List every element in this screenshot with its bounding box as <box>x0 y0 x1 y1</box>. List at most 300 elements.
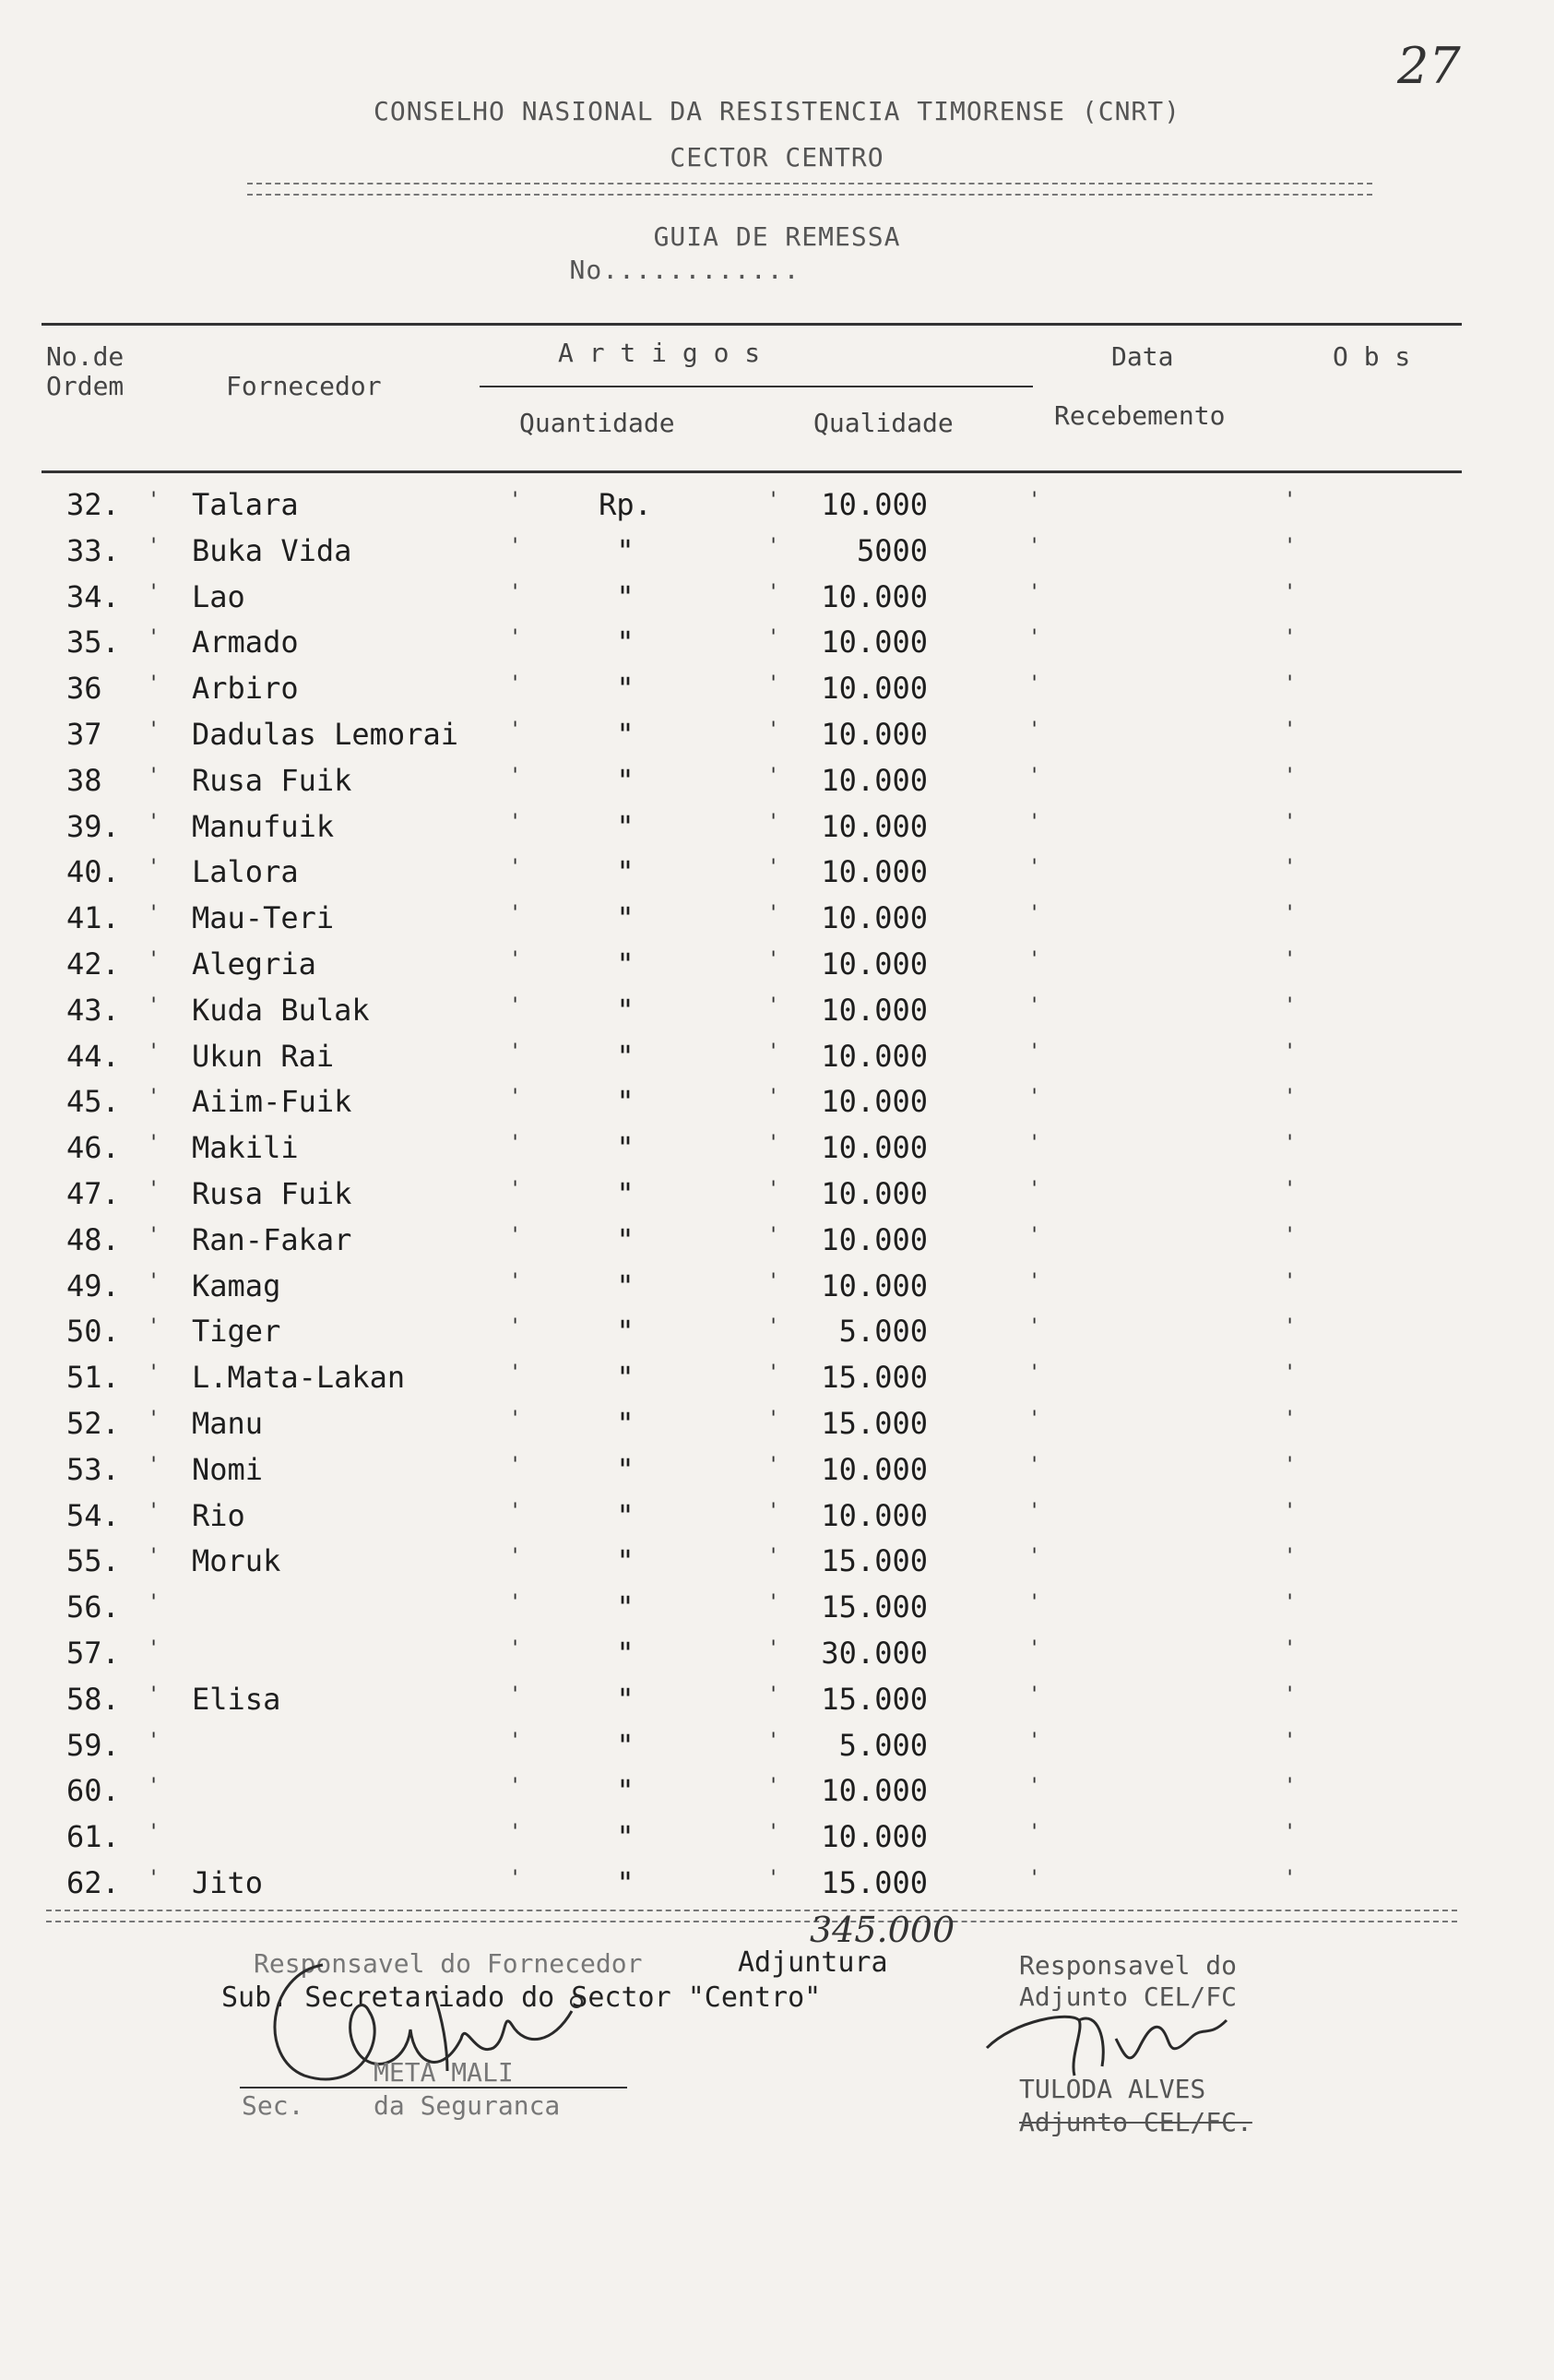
order-number: 54. <box>66 1498 120 1533</box>
column-separator-mark: ' <box>1028 1775 1041 1798</box>
header-obs: O b s <box>1333 341 1411 372</box>
column-separator-mark: ' <box>509 626 522 649</box>
quality-value: 10.000 <box>821 671 928 706</box>
quantity-cell: " <box>616 1682 635 1717</box>
column-separator-mark: ' <box>1284 581 1297 604</box>
order-number: 50. <box>66 1314 120 1349</box>
column-separator-mark: ' <box>148 1270 160 1293</box>
quantity-cell: " <box>616 533 635 568</box>
quantity-cell: " <box>616 1039 635 1074</box>
column-separator-mark: ' <box>1028 1637 1041 1660</box>
supplier-name: Makili <box>192 1130 299 1165</box>
order-number: 34. <box>66 579 120 614</box>
column-separator-mark: ' <box>1028 1178 1041 1201</box>
column-separator-mark: ' <box>767 856 780 879</box>
header-supplier: Fornecedor <box>226 371 382 401</box>
quantity-cell: " <box>616 1498 635 1533</box>
column-separator-mark: ' <box>1028 719 1041 742</box>
order-number: 36 <box>66 671 102 706</box>
order-number: 52. <box>66 1406 120 1441</box>
column-separator-mark: ' <box>767 1867 780 1890</box>
column-separator-mark: ' <box>148 811 160 834</box>
column-separator-mark: ' <box>1028 672 1041 696</box>
column-separator-mark: ' <box>1028 1224 1041 1247</box>
column-separator-mark: ' <box>148 902 160 925</box>
supplier-name: Dadulas Lemorai <box>192 717 458 752</box>
column-separator-mark: ' <box>1284 1041 1297 1064</box>
quality-value: 15.000 <box>821 1543 928 1578</box>
column-separator-mark: ' <box>1284 1362 1297 1385</box>
sub-secretariat-label: Sub. Secretariado do Sector "Centro" <box>221 1981 822 2014</box>
column-separator-mark: ' <box>148 1132 160 1155</box>
supplier-name: Manu <box>192 1406 264 1441</box>
header-order-no: No.de <box>46 341 125 372</box>
quality-value: 10.000 <box>821 1130 928 1165</box>
column-separator-mark: ' <box>1284 1224 1297 1247</box>
column-separator-mark: ' <box>767 1315 780 1339</box>
order-number: 41. <box>66 900 120 935</box>
header-divider <box>247 183 1372 196</box>
column-separator-mark: ' <box>1028 1362 1041 1385</box>
column-separator-mark: ' <box>1028 1315 1041 1339</box>
quantity-cell: " <box>616 1268 635 1303</box>
quality-value: 10.000 <box>821 625 928 660</box>
order-number: 56. <box>66 1589 120 1624</box>
column-separator-mark: ' <box>767 994 780 1017</box>
column-separator-mark: ' <box>767 1454 780 1477</box>
column-separator-mark: ' <box>1284 1545 1297 1568</box>
quality-value: 10.000 <box>821 946 928 982</box>
column-separator-mark: ' <box>1284 1684 1297 1707</box>
column-separator-mark: ' <box>148 1730 160 1753</box>
quantity-cell: " <box>616 625 635 660</box>
column-separator-mark: ' <box>1028 1545 1041 1568</box>
column-separator-mark: ' <box>1284 994 1297 1017</box>
column-separator-mark: ' <box>1284 1500 1297 1523</box>
column-separator-mark: ' <box>767 1637 780 1660</box>
column-separator-mark: ' <box>509 535 522 558</box>
quantity-cell: " <box>616 579 635 614</box>
column-separator-mark: ' <box>767 535 780 558</box>
quality-value: 10.000 <box>821 763 928 798</box>
quality-value: 10.000 <box>821 854 928 889</box>
column-separator-mark: ' <box>1028 581 1041 604</box>
order-number: 47. <box>66 1176 120 1211</box>
header-order-label: Ordem <box>46 371 125 401</box>
column-separator-mark: ' <box>1028 535 1041 558</box>
column-separator-mark: ' <box>767 1500 780 1523</box>
column-separator-mark: ' <box>509 1500 522 1523</box>
column-separator-mark: ' <box>148 1315 160 1339</box>
table-bottom-divider <box>46 1910 1457 1922</box>
header-artigos: A r t i g o s <box>558 338 761 368</box>
column-separator-mark: ' <box>1284 1086 1297 1109</box>
quality-value: 15.000 <box>821 1360 928 1395</box>
order-number: 39. <box>66 809 120 844</box>
table-top-rule <box>42 323 1462 326</box>
supplier-name: Ukun Rai <box>192 1039 335 1074</box>
column-separator-mark: ' <box>1028 1408 1041 1431</box>
quality-value: 10.000 <box>821 1084 928 1119</box>
column-separator-mark: ' <box>1284 1867 1297 1890</box>
supplier-name: Lalora <box>192 854 299 889</box>
quality-value: 15.000 <box>821 1682 928 1717</box>
column-separator-mark: ' <box>1028 902 1041 925</box>
column-separator-mark: ' <box>148 1637 160 1660</box>
column-separator-mark: ' <box>148 1362 160 1385</box>
order-number: 35. <box>66 625 120 660</box>
column-separator-mark: ' <box>767 1041 780 1064</box>
column-separator-mark: ' <box>767 581 780 604</box>
column-separator-mark: ' <box>767 1821 780 1844</box>
table-header-bottom-rule <box>42 470 1462 473</box>
supplier-name: Tiger <box>192 1314 281 1349</box>
order-number: 42. <box>66 946 120 982</box>
header-quality: Qualidade <box>813 408 954 438</box>
column-separator-mark: ' <box>509 811 522 834</box>
page-number: 27 <box>1397 37 1461 95</box>
quantity-cell: " <box>616 946 635 982</box>
quality-value: 10.000 <box>821 717 928 752</box>
right-role-line2: Adjunto CEL/FC <box>1019 1981 1238 2012</box>
quantity-cell: Rp. <box>599 487 652 522</box>
column-separator-mark: ' <box>1028 1454 1041 1477</box>
order-number: 44. <box>66 1039 120 1074</box>
order-number: 62. <box>66 1865 120 1900</box>
column-separator-mark: ' <box>1284 1821 1297 1844</box>
column-separator-mark: ' <box>509 1041 522 1064</box>
column-separator-mark: ' <box>767 1591 780 1614</box>
supplier-name: Buka Vida <box>192 533 352 568</box>
column-separator-mark: ' <box>1028 626 1041 649</box>
column-separator-mark: ' <box>509 1775 522 1798</box>
column-separator-mark: ' <box>148 626 160 649</box>
supplier-name: Moruk <box>192 1543 281 1578</box>
column-separator-mark: ' <box>509 672 522 696</box>
quantity-cell: " <box>616 1360 635 1395</box>
quantity-cell: " <box>616 854 635 889</box>
quality-value: 10.000 <box>821 579 928 614</box>
column-separator-mark: ' <box>1028 1041 1041 1064</box>
supplier-name: Kamag <box>192 1268 281 1303</box>
column-separator-mark: ' <box>1284 1730 1297 1753</box>
column-separator-mark: ' <box>767 1545 780 1568</box>
column-separator-mark: ' <box>1284 948 1297 971</box>
column-separator-mark: ' <box>767 1086 780 1109</box>
column-separator-mark: ' <box>509 1178 522 1201</box>
column-separator-mark: ' <box>148 1408 160 1431</box>
column-separator-mark: ' <box>1028 1500 1041 1523</box>
column-separator-mark: ' <box>148 672 160 696</box>
column-separator-mark: ' <box>509 1867 522 1890</box>
quality-value: 10.000 <box>821 1176 928 1211</box>
supplier-name: Rusa Fuik <box>192 1176 352 1211</box>
column-separator-mark: ' <box>1284 1637 1297 1660</box>
column-separator-mark: ' <box>148 1545 160 1568</box>
column-separator-mark: ' <box>1028 1730 1041 1753</box>
supplier-name: Ran-Fakar <box>192 1222 352 1257</box>
column-separator-mark: ' <box>148 1821 160 1844</box>
column-separator-mark: ' <box>148 948 160 971</box>
order-number: 61. <box>66 1819 120 1854</box>
column-separator-mark: ' <box>1028 1132 1041 1155</box>
column-separator-mark: ' <box>1028 765 1041 788</box>
right-signatory-title: Adjunto CEL/FC. <box>1019 2107 1252 2137</box>
column-separator-mark: ' <box>148 856 160 879</box>
column-separator-mark: ' <box>148 1041 160 1064</box>
column-separator-mark: ' <box>148 1500 160 1523</box>
supplier-name: L.Mata-Lakan <box>192 1360 406 1395</box>
column-separator-mark: ' <box>767 1270 780 1293</box>
column-separator-mark: ' <box>1284 856 1297 879</box>
column-separator-mark: ' <box>509 1362 522 1385</box>
supplier-name: Arbiro <box>192 671 299 706</box>
column-separator-mark: ' <box>509 1224 522 1247</box>
supplier-name: Aiim-Fuik <box>192 1084 352 1119</box>
column-separator-mark: ' <box>767 1178 780 1201</box>
column-separator-mark: ' <box>767 1684 780 1707</box>
quality-value: 10.000 <box>821 1819 928 1854</box>
order-number: 51. <box>66 1360 120 1395</box>
column-separator-mark: ' <box>509 1086 522 1109</box>
order-number: 60. <box>66 1773 120 1808</box>
order-number: 43. <box>66 993 120 1028</box>
column-separator-mark: ' <box>509 1730 522 1753</box>
quantity-cell: " <box>616 809 635 844</box>
column-separator-mark: ' <box>509 1454 522 1477</box>
column-separator-mark: ' <box>509 1315 522 1339</box>
quality-value: 15.000 <box>821 1865 928 1900</box>
column-separator-mark: ' <box>1284 489 1297 512</box>
column-separator-mark: ' <box>767 626 780 649</box>
column-separator-mark: ' <box>1028 811 1041 834</box>
order-number: 32. <box>66 487 120 522</box>
column-separator-mark: ' <box>1284 1270 1297 1293</box>
column-separator-mark: ' <box>148 1086 160 1109</box>
quantity-cell: " <box>616 1773 635 1808</box>
column-separator-mark: ' <box>509 1684 522 1707</box>
supplier-responsible-label: Responsavel do Fornecedor <box>254 1948 643 1979</box>
quantity-cell: " <box>616 1222 635 1257</box>
order-number: 59. <box>66 1728 120 1763</box>
quantity-cell: " <box>616 1865 635 1900</box>
column-separator-mark: ' <box>1284 1178 1297 1201</box>
column-separator-mark: ' <box>509 1545 522 1568</box>
quality-value: 5.000 <box>838 1728 928 1763</box>
quality-value: 5000 <box>856 533 928 568</box>
supplier-name: Lao <box>192 579 245 614</box>
column-separator-mark: ' <box>509 719 522 742</box>
order-number: 45. <box>66 1084 120 1119</box>
column-separator-mark: ' <box>767 672 780 696</box>
order-number: 49. <box>66 1268 120 1303</box>
quality-value: 10.000 <box>821 1498 928 1533</box>
column-separator-mark: ' <box>1284 811 1297 834</box>
column-separator-mark: ' <box>767 1408 780 1431</box>
supplier-name: Rusa Fuik <box>192 763 352 798</box>
quality-value: 10.000 <box>821 1773 928 1808</box>
column-separator-mark: ' <box>148 1591 160 1614</box>
column-separator-mark: ' <box>509 902 522 925</box>
column-separator-mark: ' <box>767 765 780 788</box>
column-separator-mark: ' <box>767 811 780 834</box>
left-sec-label: Sec. <box>242 2090 304 2121</box>
column-separator-mark: ' <box>148 1454 160 1477</box>
column-separator-mark: ' <box>509 581 522 604</box>
column-separator-mark: ' <box>148 581 160 604</box>
column-separator-mark: ' <box>509 765 522 788</box>
quantity-cell: " <box>616 1589 635 1624</box>
order-number: 55. <box>66 1543 120 1578</box>
quantity-cell: " <box>616 1819 635 1854</box>
column-separator-mark: ' <box>1284 626 1297 649</box>
column-separator-mark: ' <box>509 1821 522 1844</box>
column-separator-mark: ' <box>148 1178 160 1201</box>
column-separator-mark: ' <box>1284 1454 1297 1477</box>
left-signatory-name: META MALI <box>374 2057 514 2088</box>
column-separator-mark: ' <box>1028 1684 1041 1707</box>
column-separator-mark: ' <box>767 1362 780 1385</box>
column-separator-mark: ' <box>767 1730 780 1753</box>
order-number: 46. <box>66 1130 120 1165</box>
quality-value: 10.000 <box>821 1222 928 1257</box>
quantity-cell: " <box>616 1130 635 1165</box>
left-signatory-title: da Seguranca <box>374 2090 561 2121</box>
supplier-name: Alegria <box>192 946 316 982</box>
column-separator-mark: ' <box>509 948 522 971</box>
quantity-cell: " <box>616 1314 635 1349</box>
quality-value: 10.000 <box>821 1268 928 1303</box>
supplier-name: Mau-Teri <box>192 900 335 935</box>
sector-title: CECTOR CENTRO <box>670 142 884 173</box>
quality-value: 10.000 <box>821 1452 928 1487</box>
quality-value: 10.000 <box>821 1039 928 1074</box>
quantity-cell: " <box>616 1452 635 1487</box>
column-separator-mark: ' <box>767 902 780 925</box>
order-number: 58. <box>66 1682 120 1717</box>
artigos-sub-rule <box>480 386 1033 387</box>
quantity-cell: " <box>616 1728 635 1763</box>
column-separator-mark: ' <box>1284 1591 1297 1614</box>
document-title: GUIA DE REMESSA <box>653 221 901 252</box>
column-separator-mark: ' <box>1028 1270 1041 1293</box>
quantity-cell: " <box>616 763 635 798</box>
column-separator-mark: ' <box>1028 489 1041 512</box>
column-separator-mark: ' <box>509 489 522 512</box>
total-amount: 345.000 <box>810 1910 955 1950</box>
column-separator-mark: ' <box>767 1775 780 1798</box>
column-separator-mark: ' <box>1284 1315 1297 1339</box>
column-separator-mark: ' <box>1284 719 1297 742</box>
quantity-cell: " <box>616 1406 635 1441</box>
supplier-name: Nomi <box>192 1452 264 1487</box>
order-number: 57. <box>66 1636 120 1671</box>
column-separator-mark: ' <box>767 948 780 971</box>
quantity-cell: " <box>616 900 635 935</box>
document-number: No............ <box>569 255 801 285</box>
organization-title: CONSELHO NASIONAL DA RESISTENCIA TIMORENSE (CNRT) <box>373 96 1180 126</box>
quantity-cell: " <box>616 1543 635 1578</box>
column-separator-mark: ' <box>509 856 522 879</box>
column-separator-mark: ' <box>1028 1591 1041 1614</box>
quantity-cell: " <box>616 993 635 1028</box>
quantity-cell: " <box>616 1176 635 1211</box>
column-separator-mark: ' <box>1028 994 1041 1017</box>
order-number: 37 <box>66 717 102 752</box>
quality-value: 10.000 <box>821 993 928 1028</box>
quality-value: 15.000 <box>821 1589 928 1624</box>
quality-value: 10.000 <box>821 900 928 935</box>
supplier-name: Kuda Bulak <box>192 993 370 1028</box>
column-separator-mark: ' <box>148 1775 160 1798</box>
column-separator-mark: ' <box>767 489 780 512</box>
quality-value: 5.000 <box>838 1314 928 1349</box>
column-separator-mark: ' <box>767 1224 780 1247</box>
header-received: Recebemento <box>1054 400 1226 431</box>
supplier-name: Elisa <box>192 1682 281 1717</box>
column-separator-mark: ' <box>1028 1821 1041 1844</box>
quality-value: 10.000 <box>821 809 928 844</box>
right-signatory-name: TULODA ALVES <box>1019 2074 1206 2104</box>
column-separator-mark: ' <box>148 994 160 1017</box>
supplier-name: Armado <box>192 625 299 660</box>
column-separator-mark: ' <box>767 719 780 742</box>
header-quantity: Quantidade <box>519 408 675 438</box>
column-separator-mark: ' <box>1028 948 1041 971</box>
column-separator-mark: ' <box>148 1684 160 1707</box>
column-separator-mark: ' <box>1028 1086 1041 1109</box>
order-number: 48. <box>66 1222 120 1257</box>
right-role-line1: Responsavel do <box>1019 1950 1238 1981</box>
column-separator-mark: ' <box>509 1132 522 1155</box>
column-separator-mark: ' <box>1284 672 1297 696</box>
quality-value: 30.000 <box>821 1636 928 1671</box>
quantity-cell: " <box>616 1636 635 1671</box>
column-separator-mark: ' <box>1028 1867 1041 1890</box>
order-number: 38 <box>66 763 102 798</box>
quality-value: 10.000 <box>821 487 928 522</box>
quantity-cell: " <box>616 1084 635 1119</box>
left-signature-line <box>240 2087 627 2088</box>
quantity-cell: " <box>616 717 635 752</box>
column-separator-mark: ' <box>509 1591 522 1614</box>
adjuntura-label: Adjuntura <box>738 1946 888 1979</box>
column-separator-mark: ' <box>1284 1132 1297 1155</box>
column-separator-mark: ' <box>1284 765 1297 788</box>
order-number: 40. <box>66 854 120 889</box>
column-separator-mark: ' <box>1284 1408 1297 1431</box>
column-separator-mark: ' <box>148 489 160 512</box>
column-separator-mark: ' <box>148 719 160 742</box>
quantity-cell: " <box>616 671 635 706</box>
column-separator-mark: ' <box>148 535 160 558</box>
column-separator-mark: ' <box>148 1224 160 1247</box>
column-separator-mark: ' <box>1284 535 1297 558</box>
column-separator-mark: ' <box>509 994 522 1017</box>
column-separator-mark: ' <box>1284 902 1297 925</box>
column-separator-mark: ' <box>148 765 160 788</box>
column-separator-mark: ' <box>1028 856 1041 879</box>
column-separator-mark: ' <box>509 1637 522 1660</box>
column-separator-mark: ' <box>767 1132 780 1155</box>
order-number: 53. <box>66 1452 120 1487</box>
supplier-name: Manufuik <box>192 809 335 844</box>
order-number: 33. <box>66 533 120 568</box>
header-date: Data <box>1111 341 1174 372</box>
supplier-name: Jito <box>192 1865 264 1900</box>
supplier-name: Rio <box>192 1498 245 1533</box>
quality-value: 15.000 <box>821 1406 928 1441</box>
